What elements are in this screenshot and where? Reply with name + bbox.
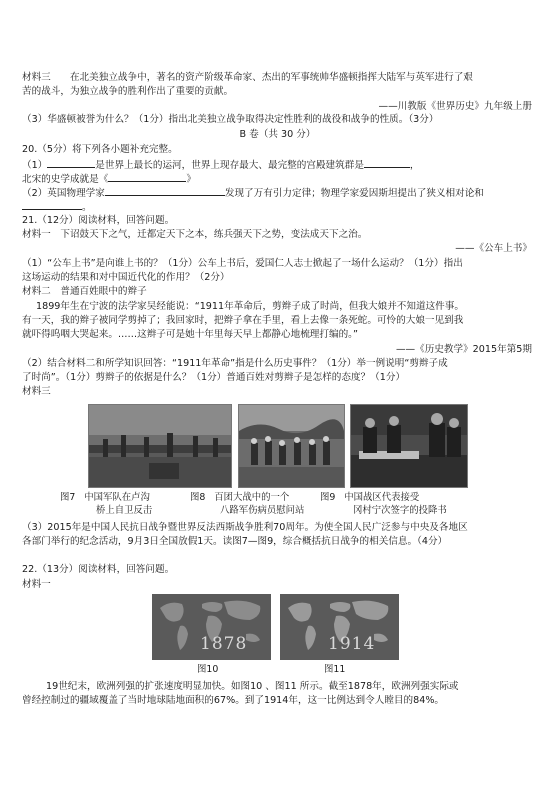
q21-q1-line1: （1）“公车上书”是向谁上书的？（1分）公车上书后，爱国仁人志士掀起了一场什么运动？（1分）指出 — [22, 258, 463, 269]
q20-title: 20.（5分）将下列各小题补充完整。 — [22, 144, 178, 155]
q21-q1-line2: 这场运动的结果和对中国近代化的作用？（2分） — [22, 272, 230, 283]
blank-4 — [105, 185, 225, 196]
material3-line2: 苦的战斗，为独立战争的胜利作出了重要的贡献。 — [22, 86, 234, 97]
q21-material2-source: ——《历史教学》2015年第5期 — [395, 344, 532, 355]
caption-fig7-number: 图7 — [60, 492, 76, 503]
caption-fig11: 图11 — [324, 664, 346, 675]
map-1878-year: 1878 — [200, 634, 248, 654]
caption-fig8-number: 图8 — [190, 492, 206, 503]
photo-lugou-bridge — [88, 404, 232, 488]
q21-material2-title: 材料二 普通百姓眼中的辫子 — [22, 286, 147, 297]
blank-5 — [22, 199, 82, 210]
q20-item2-prefix: （2）英国物理学家 — [22, 188, 105, 199]
photo-surrender-signing — [350, 404, 468, 488]
caption-fig9-line2: 冈村宁次签字的投降书 — [353, 505, 447, 516]
caption-fig7-text1: 中国军队在卢沟 — [84, 492, 150, 503]
q20-item1-end: ， — [409, 160, 420, 171]
question3-text: （3）华盛顿被誉为什么？（1分）指出北美独立战争取得决定性胜利的战役和战争的性质。（3分） — [22, 114, 439, 125]
q20-item1 — [22, 157, 420, 172]
q21-material2-line2: 有一天，我的辫子被同学剪掉了；我回家时，把辫子拿在手里，看上去像一条死蛇。可怜的大娘一见到我 — [22, 315, 464, 326]
q21-material1-source: ——《公车上书》 — [455, 243, 532, 254]
q21-material1: 材料一 下诏鼓天下之气，迁都定天下之本，练兵强天下之势，变法成天下之治。 — [22, 229, 368, 240]
map-1914 — [280, 594, 399, 660]
caption-fig9-number: 图9 — [320, 492, 336, 503]
caption-fig8-line1 — [190, 492, 289, 504]
map-1914-year: 1914 — [328, 634, 376, 654]
q21-material3-title: 材料三 — [22, 386, 51, 397]
q21-q2-line1: （2）结合材料二和所学知识回答：“1911年革命”指是什么历史事件？（1分）举一例说明“剪辫子成 — [22, 358, 448, 369]
q21-q3-line1: （3）2015年是中国人民抗日战争暨世界反法西斯战争胜利70周年。为使全国人民广泛参与中央及各地区 — [22, 522, 468, 533]
q20-item1-prefix: （1） — [22, 160, 48, 171]
q22-para-line1: 19世纪末，欧洲列强的扩张速度明显加快。如图10 、图11 所示。截至1878年，欧洲列强实际或 — [46, 681, 459, 692]
map-1878 — [152, 594, 271, 660]
q20-item1-line2-end: 》 — [186, 174, 196, 185]
blank-1 — [47, 157, 95, 168]
q20-item1-line2-text: 北宋的史学成就是《 — [22, 174, 109, 185]
q21-title: 21.（12分）阅读材料，回答问题。 — [22, 215, 175, 226]
q22-para-line2: 曾经控制过的疆域覆盖了当时地球陆地面积的67%。到了1914年，这一比例达到令人瞠目的84%。 — [22, 695, 445, 706]
blank-3 — [108, 171, 186, 182]
caption-fig7-line2: 桥上自卫反击 — [96, 505, 153, 516]
caption-fig9-text1: 中国战区代表接受 — [344, 492, 420, 503]
q21-q3-line2: 各部门举行的纪念活动，9月3日全国放假1天。读图7—图9，综合概括抗日战争的相关信息。（4分） — [22, 536, 448, 547]
q20-item1-line2 — [22, 171, 196, 186]
q21-material2-line3: 就吓得呜咽大哭起来。……这辫子可是她十年里每天早上都静心地梳理打编的。” — [22, 329, 358, 340]
q20-item2 — [22, 185, 484, 200]
caption-fig8-line2: 八路军伤病员慰问站 — [220, 505, 305, 516]
caption-fig9-line1 — [320, 492, 419, 504]
q21-material2-line1: 1899年生在宁波的法学家吴经能说：“1911年革命后，剪辫子成了时尚，但我大娘并不知道这件事。 — [36, 301, 464, 312]
section-b-title: B 卷（共 30 分） — [239, 129, 316, 140]
q20-item2-line2 — [22, 199, 92, 214]
q20-item1-text: 是世界上最长的运河，世界上现存最大、最完整的宫殿建筑群是 — [95, 160, 364, 171]
caption-fig10: 图10 — [197, 664, 219, 675]
caption-fig8-text1: 百团大战中的一个 — [214, 492, 290, 503]
q20-item2-text: 发现了万有引力定律；物理学家爱因斯坦提出了狭义相对论和 — [224, 188, 484, 199]
q22-title: 22.（13分）阅读材料，回答问题。 — [22, 564, 175, 575]
q22-material1-title: 材料一 — [22, 579, 51, 590]
material3-line1: 材料三 在北美独立战争中，著名的资产阶级革命家、杰出的军事统帅华盛顿指挥大陆军与英军进行了艰 — [22, 72, 473, 83]
blank-2 — [364, 157, 410, 168]
q20-item2-end: 。 — [82, 202, 92, 213]
photo-hundred-regiments — [238, 404, 345, 488]
q21-q2-line2: 了时尚”。（1分）剪辫子的依据是什么？（1分）普通百姓对剪辫子是怎样的态度？（1分） — [22, 372, 406, 383]
material3-source: ——川教版《世界历史》九年级上册 — [378, 101, 532, 112]
caption-fig7-line1 — [60, 492, 150, 504]
